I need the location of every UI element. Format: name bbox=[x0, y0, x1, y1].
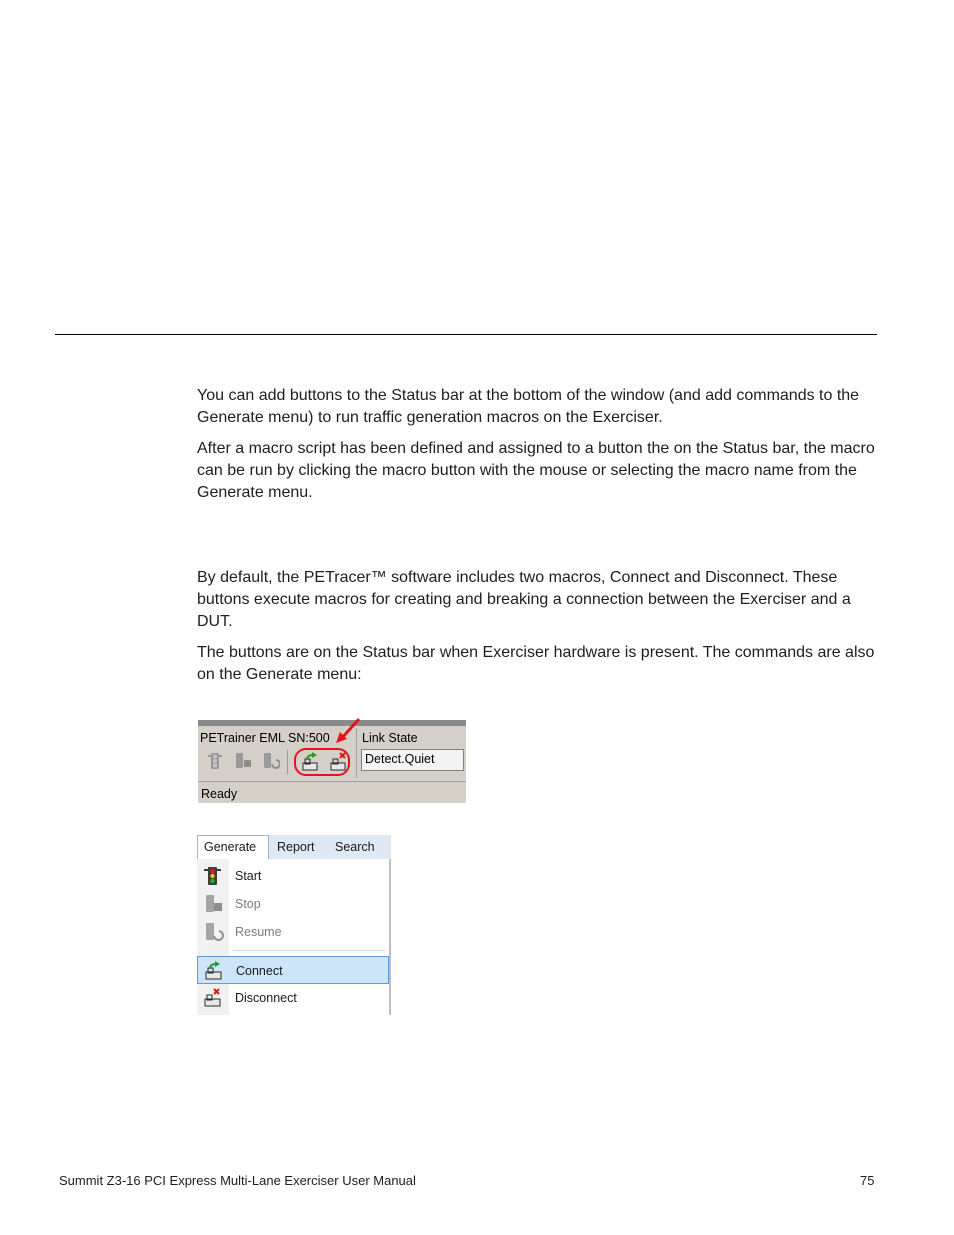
paragraph-intro: You can add buttons to the Status bar at the bottom of the window (and add commands to the Generate menu) to run traffic generation macros on the Exerciser. bbox=[197, 387, 860, 426]
menu-item-resume[interactable] bbox=[197, 918, 389, 946]
menu-item-connect[interactable] bbox=[197, 956, 389, 984]
resume-icon bbox=[202, 922, 224, 942]
menu-item-stop[interactable] bbox=[197, 890, 389, 918]
resume-icon[interactable] bbox=[260, 750, 282, 772]
generate-dropdown bbox=[197, 859, 391, 1015]
link-state-label: Link State bbox=[362, 731, 418, 745]
pointer-arrow-icon bbox=[333, 717, 363, 745]
paragraph-default-macros: By default, the PETracer™ software includes two macros, Connect and Disconnect. These buttons execute macros for creating and breaking a connection between the Exerciser and a DUT. bbox=[197, 569, 851, 630]
macro-buttons bbox=[300, 751, 350, 773]
generate-menu-screenshot bbox=[197, 835, 391, 1015]
device-label: PETrainer EML SN:500 bbox=[200, 731, 330, 745]
stop-icon bbox=[202, 894, 224, 914]
menu-item-disconnect[interactable] bbox=[197, 984, 389, 1012]
status-line bbox=[198, 781, 466, 782]
menu-item-label: Resume bbox=[235, 925, 282, 939]
menu-item-start[interactable] bbox=[197, 862, 389, 890]
menu-generate[interactable]: Generate bbox=[204, 840, 257, 854]
section-divider bbox=[55, 334, 877, 335]
footer-title: Summit Z3-16 PCI Express Multi-Lane Exerciser User Manual bbox=[59, 1173, 416, 1188]
menu-item-label: Start bbox=[235, 869, 262, 883]
paragraph-buttons-location: The buttons are on the Status bar when Exerciser hardware is present. The commands are also on the Generate menu: bbox=[197, 644, 875, 683]
menu-report[interactable]: Report bbox=[277, 840, 315, 854]
link-state-value: Detect.Quiet bbox=[361, 749, 464, 771]
disconnect-icon[interactable] bbox=[328, 751, 350, 773]
page-number: 75 bbox=[860, 1173, 875, 1188]
disconnect-icon bbox=[202, 988, 224, 1008]
traffic-light-icon bbox=[202, 866, 224, 886]
menu-item-label: Disconnect bbox=[235, 991, 297, 1005]
connect-icon[interactable] bbox=[300, 751, 322, 773]
menu-separator bbox=[233, 950, 385, 951]
menu-search[interactable]: Search bbox=[335, 840, 375, 854]
status-bar-screenshot bbox=[198, 720, 466, 803]
traffic-buttons bbox=[204, 750, 282, 774]
menu-item-label: Connect bbox=[236, 964, 283, 978]
toolbar-separator bbox=[287, 750, 288, 774]
paragraph-macro-run: After a macro script has been defined and assigned to a button the on the Status bar, the macro can be run by clicking the macro button with the mouse or selecting the macro name from the Generate menu. bbox=[197, 440, 875, 501]
menu-bar bbox=[197, 835, 391, 859]
status-text: Ready bbox=[201, 787, 238, 801]
menu-item-label: Stop bbox=[235, 897, 261, 911]
start-icon[interactable] bbox=[204, 750, 226, 772]
connect-icon bbox=[203, 961, 225, 981]
stop-icon[interactable] bbox=[232, 750, 254, 772]
